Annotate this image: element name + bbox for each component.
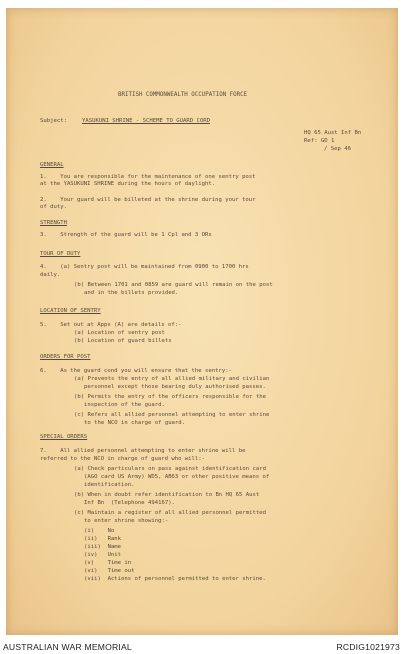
paragraph-7a-cont2: identification. bbox=[84, 482, 135, 488]
paragraph-6: 6. As the guard cond you will ensure that the sentry:- bbox=[40, 368, 232, 374]
paragraph-7b: (b) When in doubt refer identification to Bn HQ 65 Aust bbox=[74, 492, 260, 498]
paragraph-5a: (a) Location of sentry post bbox=[74, 330, 165, 336]
paragraph-2-cont: of duty. bbox=[40, 204, 67, 210]
list-item: (vi) Time out bbox=[84, 568, 135, 574]
list-item: (iv) Unit bbox=[84, 552, 122, 558]
typed-document bbox=[6, 8, 398, 635]
paragraph-7a: (a) Check particulars on pass against identification card bbox=[74, 466, 266, 472]
paragraph-7-cont: referred to the NCO in charge of guard who will:- bbox=[40, 456, 206, 462]
document-date: / Sep 46 bbox=[324, 146, 351, 152]
heading-tour-of-duty: TOUR OF DUTY bbox=[40, 251, 81, 257]
list-item: (i) No bbox=[84, 528, 115, 534]
document-title: BRITISH COMMONWEALTH OCCUPATION FORCE bbox=[118, 92, 248, 98]
paragraph-2: 2. Your guard will be billeted at the shrine during your tour bbox=[40, 197, 256, 203]
heading-special-orders: SPECIAL ORDERS bbox=[40, 434, 88, 440]
paragraph-1: 1. You are responsible for the maintenance of one sentry post bbox=[40, 174, 256, 180]
paragraph-5b: (b) Location of guard billets bbox=[74, 338, 172, 344]
document-page bbox=[6, 8, 398, 635]
paragraph-7c-cont: to enter shrine showing:- bbox=[84, 518, 169, 524]
paragraph-5: 5. Set out at Appx (A) are details of:- bbox=[40, 322, 182, 328]
paragraph-6b: (b) Permits the entry of the officers responsible for the bbox=[74, 394, 266, 400]
list-item: (ii) Rank bbox=[84, 536, 122, 542]
paragraph-7a-cont: (AGO card US Army) WD5, AB63 or other positive means of bbox=[84, 474, 270, 480]
paragraph-4b-cont: and in the billets provided. bbox=[84, 290, 179, 296]
paragraph-6c: (c) Refers all allied personnel attempting to enter shrine bbox=[74, 412, 270, 418]
paragraph-1-cont: at the YASUKUNI SHRINE during the hours of daylight. bbox=[40, 181, 216, 187]
subject-label: Subject: bbox=[40, 118, 67, 124]
paragraph-7c: (c) Maintain a register of all allied personnel permitted bbox=[74, 510, 266, 516]
heading-strength: STRENGTH bbox=[40, 220, 67, 226]
subject-text: YASUKUNI SHRINE - SCHEME TO GUARD CORD bbox=[82, 118, 210, 124]
footer-source: AUSTRALIAN WAR MEMORIAL bbox=[3, 642, 132, 652]
paragraph-4b: (b) Between 1701 and 0859 are guard will remain on the post bbox=[74, 282, 273, 288]
footer-bar bbox=[0, 640, 404, 654]
paragraph-6a: (a) Prevents the entry of all allied military and civilian bbox=[74, 376, 270, 382]
list-item: (v) Time in bbox=[84, 560, 132, 566]
heading-location: LOCATION OF SENTRY bbox=[40, 308, 101, 314]
reference-number: Ref: GD 1 bbox=[304, 138, 335, 144]
paragraph-3: 3. Strength of the guard will be 1 Cpl and 3 ORs bbox=[40, 232, 212, 238]
paragraph-6a-cont: personnel except those bearing duly authorised passes. bbox=[84, 384, 266, 390]
paragraph-7b-cont: Inf Bn (Telephone 494167). bbox=[84, 500, 175, 506]
paragraph-6c-cont: to the NCO in charge of guard. bbox=[84, 420, 186, 426]
list-item: (iii) Name bbox=[84, 544, 122, 550]
list-item: (vii) Actions of personnel permitted to enter shrine. bbox=[84, 576, 266, 582]
paragraph-6b-cont: inspection of the guard. bbox=[84, 402, 165, 408]
heading-general: GENERAL bbox=[40, 162, 64, 168]
paragraph-7: 7. All allied personnel attempting to enter shrine will be bbox=[40, 448, 246, 454]
paragraph-4: 4. (a) Sentry post will be maintained from 0900 to 1700 hrs bbox=[40, 264, 249, 270]
reference-unit: HQ 65 Aust Inf Bn bbox=[304, 130, 362, 136]
footer-record-id: RCDIG1021973 bbox=[336, 642, 400, 652]
paragraph-4-cont: daily. bbox=[40, 272, 61, 278]
heading-orders-for-post: ORDERS FOR POST bbox=[40, 354, 91, 360]
